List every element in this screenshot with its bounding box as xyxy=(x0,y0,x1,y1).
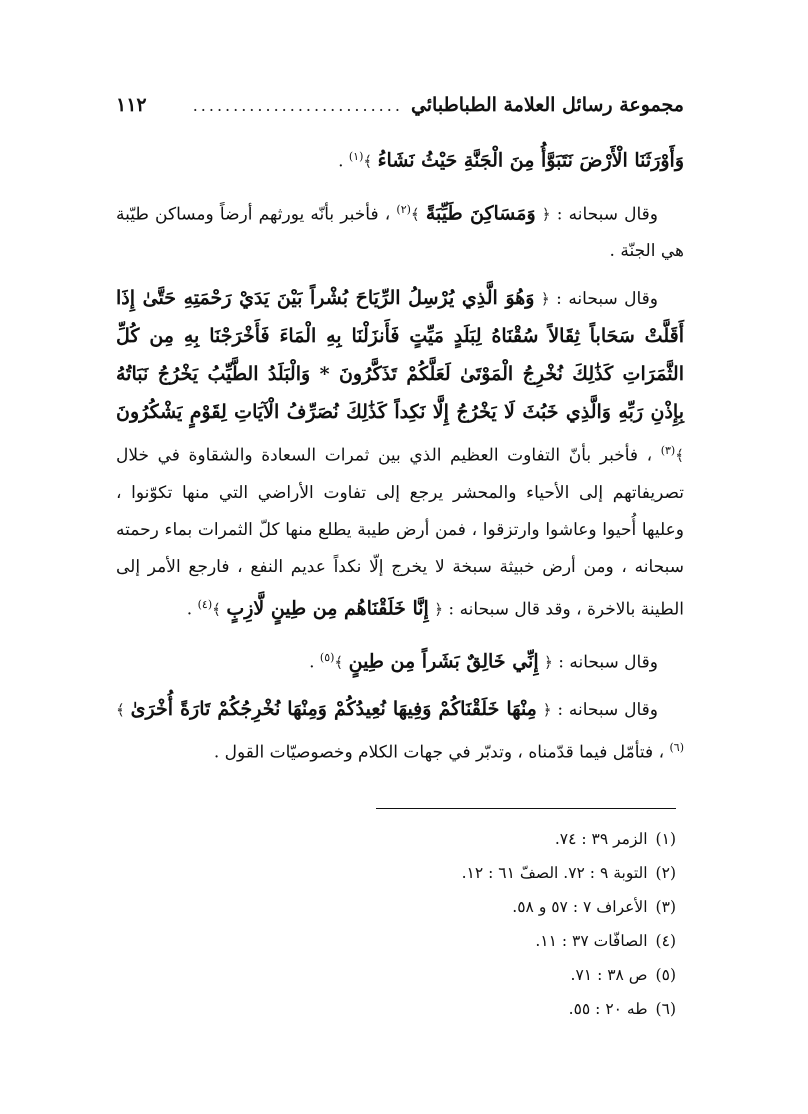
header-title-group xyxy=(193,94,684,116)
verse-open-ornament: ﴿ xyxy=(540,290,550,309)
footnote-ref: (٦) xyxy=(669,741,684,755)
footnotes-list xyxy=(116,822,684,1026)
quran-verse: إِنِّي خَالِقٌ بَشَراً مِن طِينٍ xyxy=(348,650,539,673)
footnote-text: التوبة ٩ : ٧٢. الصفّ ٦١ : ١٢. xyxy=(461,864,648,882)
verse-open-ornament: ﴿ xyxy=(542,701,552,720)
footnote-number: (٢) xyxy=(655,864,676,882)
paragraph-5 xyxy=(116,691,684,772)
body-text-run: . xyxy=(338,151,344,172)
footnote-item xyxy=(116,856,684,890)
body-text-run: ، فتأمّل فيما قدّمناه ، وتدبّر في جهات الكلام وخصوصيّات القول . xyxy=(213,742,665,763)
quran-verse: وَأَوْرَثَنَا الْأَرْضَ نَتَبَوَّأُ مِنَ الْجَنَّةِ حَيْثُ نَشَاءُ xyxy=(377,149,684,172)
footnote-text: الأعراف ٧ : ٥٧ و ٥٨. xyxy=(512,898,648,916)
footnote-number: (١) xyxy=(655,830,676,848)
footnote-number: (٤) xyxy=(655,932,676,950)
verse-open-ornament: ﴿ xyxy=(541,205,551,224)
footnote-item xyxy=(116,822,684,856)
verse-close-ornament: ﴾ xyxy=(675,446,685,465)
running-header xyxy=(116,94,684,116)
footnote-item xyxy=(116,992,684,1026)
footnote-ref: (٤) xyxy=(197,597,213,611)
quran-verse: وَمَسَاكِنَ طَيِّبَةً xyxy=(425,202,536,225)
footnote-number: (٦) xyxy=(655,1000,676,1018)
footnote-ref: (٣) xyxy=(660,444,676,458)
footnote-ref: (١) xyxy=(348,150,364,163)
footnote-number: (٣) xyxy=(655,898,676,916)
body-text-run: . xyxy=(186,599,193,620)
body-text-run: وقال سبحانه : xyxy=(549,289,658,310)
footnote-item xyxy=(116,924,684,958)
header-leader-dots: .......................... xyxy=(192,96,403,115)
paragraph-4 xyxy=(116,639,684,682)
verse-close-ornament: ﴾ xyxy=(212,600,221,619)
footnote-ref: (٢) xyxy=(396,202,411,216)
body-text-run: ، فأخبر بأنّ التفاوت العظيم الذي بين ثمرات السعادة والشقاوة في خلال تصريفاتهم إلى الأحياء والمحشر يرجع إلى تفاوت الأراضي التي منها تكوّنوا ، وعليها أُحيوا وعاشوا وارتزقوا ، فمن أرض طيبة يطلع منها كلّ الثمرات بماء رحمته سبحانه ، ومن أرض خبيثة سبخة لا يخرج إلّا نكداً عديم النفع ، فارجع الأمر إلى الطينة بالاخرة ، وقد قال سبحانه : xyxy=(116,445,684,620)
footnote-number: (٥) xyxy=(655,966,676,984)
footnote-ref: (٥) xyxy=(319,650,335,664)
quran-verse: وَهُوَ الَّذِي يُرْسِلُ الرِّيَاحَ بُشْراً بَيْنَ يَدَيْ رَحْمَتِهِ حَتَّىٰ إِذَا أَقَلَّتْ سَحَاباً ثِقَالاً سُقْنَاهُ لِبَلَدٍ مَيِّتٍ فَأَنزَلْنَا بِهِ الْمَاءَ فَأَخْرَجْنَا بِهِ مِن كُلِّ الثَّمَرَاتِ كَذَٰلِكَ نُخْرِجُ الْمَوْتَىٰ لَعَلَّكُمْ تَذَكَّرُونَ * وَالْبَلَدُ الطَّيِّبُ يَخْرُجُ نَبَاتُهُ بِإِذْنِ رَبِّهِ وَالَّذِي خَبُثَ لَا يَخْرُجُ إِلَّا نَكِداً كَذَٰلِكَ نُصَرِّفُ الْآيَاتِ لِقَوْمٍ يَشْكُرُونَ xyxy=(116,287,684,424)
footnote-item xyxy=(116,958,684,992)
footnote-text: الصافّات ٣٧ : ١١. xyxy=(535,932,648,950)
quran-verse: مِنْهَا خَلَقْنَاكُمْ وَفِيهَا نُعِيدُكُمْ وَمِنْهَا نُخْرِجُكُمْ تَارَةً أُخْرَىٰ xyxy=(130,698,537,721)
body-text-run: ، فأخبر بأنّه يورثهم أرضاً ومساكن طيّبة هي الجنّة . xyxy=(116,204,684,262)
footnote-separator xyxy=(376,808,676,809)
page-number: ١١٢ xyxy=(116,94,147,116)
paragraph-1 xyxy=(116,138,684,181)
body-text-run: . xyxy=(309,652,315,673)
body-text xyxy=(116,138,684,782)
verse-close-ornament: ﴾ xyxy=(363,152,373,171)
verse-close-ornament: ﴾ xyxy=(334,653,344,672)
footnote-text: ص ٣٨ : ٧١. xyxy=(570,966,648,984)
footnote-text: طه ٢٠ : ٥٥. xyxy=(568,1000,648,1018)
verse-close-ornament: ﴾ xyxy=(116,701,125,720)
footnote-item xyxy=(116,890,684,924)
verse-open-ornament: ﴿ xyxy=(544,653,553,672)
paragraph-3 xyxy=(116,280,684,628)
body-text-run: وقال سبحانه : xyxy=(552,652,658,673)
paragraph-2 xyxy=(116,191,684,271)
body-text-run: وقال سبحانه : xyxy=(550,204,659,225)
quran-verse: إِنَّا خَلَقْنَاهُم مِن طِينٍ لَّازِبٍ xyxy=(226,597,429,620)
body-text-run: وقال سبحانه : xyxy=(551,700,658,721)
verse-close-ornament: ﴾ xyxy=(410,205,420,224)
header-title: مجموعة رسائل العلامة الطباطبائي xyxy=(410,94,684,116)
verse-open-ornament: ﴿ xyxy=(434,600,444,619)
footnote-text: الزمر ٣٩ : ٧٤. xyxy=(554,830,648,848)
